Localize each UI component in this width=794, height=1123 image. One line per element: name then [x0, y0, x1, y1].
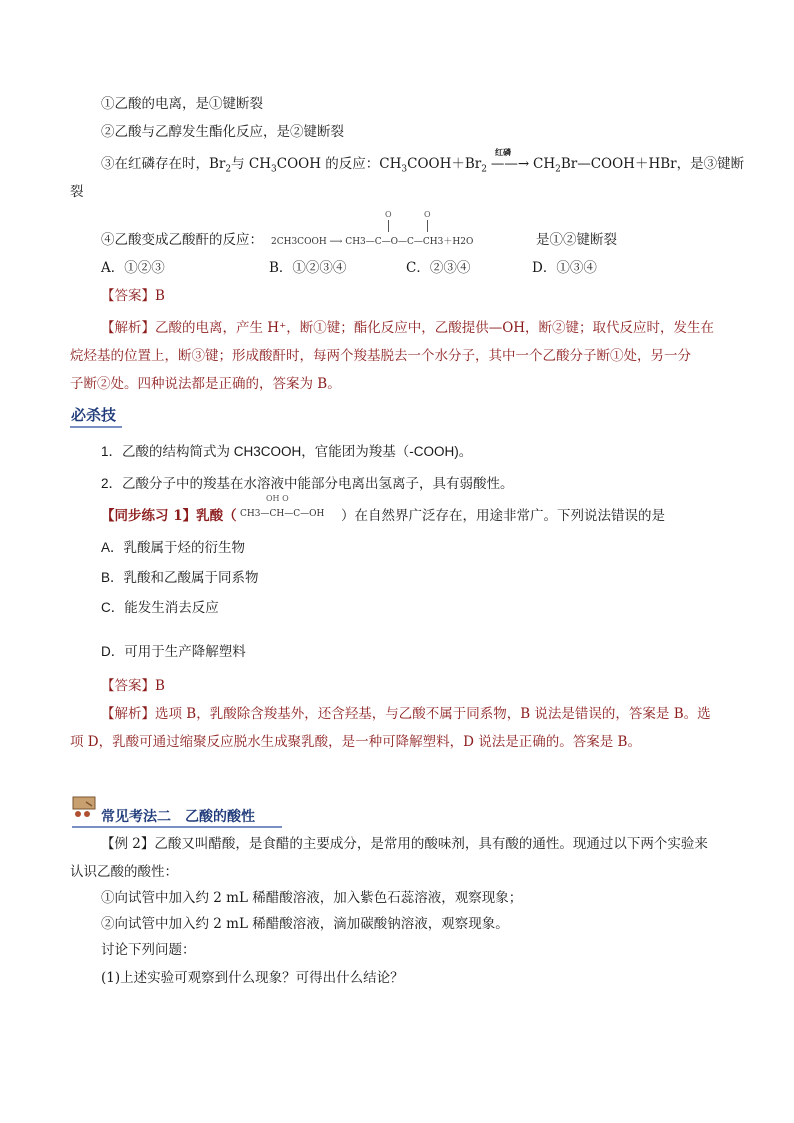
example-2-l1: 【例 2】乙酸又叫醋酸，是食醋的主要成分，是常用的酸味剂，具有酸的通性。现通过以下两个实验来 [101, 836, 708, 852]
lactic-formula: CH3—CH—C—OH [240, 509, 325, 519]
practice-lead: 【同步练习 1】乳酸（ [101, 508, 237, 524]
item-3-text-f: Br—COOH＋HBr，是③键断 [560, 156, 745, 172]
section-2-title: 常见考法二 乙酸的酸性 [101, 809, 255, 825]
tip-1: 1．乙酸的结构简式为 CH3COOH，官能团为羧基（-COOH)。 [101, 444, 473, 459]
question-1: (1)上述实验可观察到什么现象？可得出什么结论？ [101, 970, 404, 986]
double-bond-2 [427, 220, 428, 232]
practice-option-d: D．可用于生产降解塑料 [101, 644, 246, 659]
tips-title-underline [70, 426, 122, 428]
option-b: B．①②③④ [269, 260, 347, 276]
practice-option-a: A．乳酸属于烃的衍生物 [101, 540, 246, 555]
item-2: ②乙酸与乙醇发生酯化反应，是②键断裂 [101, 124, 344, 140]
analysis-1-l1: 【解析】乙酸的电离，产生 H⁺，断①键；酯化反应中，乙酸提供—OH，断②键；取代反应时，发生在 [101, 320, 715, 336]
item-3-text-b: 与 CH [231, 156, 272, 172]
item-3-text-e: CH [532, 156, 556, 172]
example-2-l2: 认识乙酸的酸性： [70, 864, 178, 880]
item-4-lead: ④乙酸变成乙酸酐的反应： [101, 232, 263, 248]
item-3-wrap: 裂 [70, 184, 84, 200]
item-3: ③在红磷存在时，$Br_2$与 $CH_3COOH$ 的反应：$CH_3COOH+Br_2$ 红磷 ——→ $CH_2Br—COOH+HBr$，是③键断 [101, 154, 744, 180]
practice-option-b: B．乳酸和乙酸属于同系物 [101, 570, 259, 585]
section-2-underline [72, 826, 282, 828]
practice-analysis-l1: 【解析】选项 B，乳酸除含羧基外，还含羟基，与乙酸不属于同系物，B 说法是错误的，答案是 B。选 [101, 706, 711, 722]
step-1: ①向试管中加入约 2 mL 稀醋酸溶液，加入紫色石蕊溶液，观察现象； [101, 890, 523, 906]
analysis-1-l2: 烷烃基的位置上，断③键；形成酸酐时，每两个羧基脱去一个水分子，其中一个乙酸分子断①处，另一分 [70, 348, 691, 364]
reaction-arrow: 红磷 ——→ [487, 154, 533, 174]
practice-question [101, 506, 237, 526]
teacher-icon [72, 796, 98, 818]
carbonyl-o-2: O [424, 210, 431, 219]
answer-1: 【答案】B [101, 288, 165, 304]
item-3-text-a: ③在红磷存在时，Br [101, 156, 226, 172]
option-a: A．①②③ [101, 260, 165, 276]
discussion: 讨论下列问题： [101, 942, 196, 958]
carbonyl-o-1: O [385, 210, 392, 219]
analysis-1-l3: 子断②处。四种说法都是正确的，答案为 B。 [70, 376, 341, 392]
option-c: C．②③④ [406, 260, 471, 276]
practice-analysis-l2: 项 D，乳酸可通过缩聚反应脱水生成聚乳酸，是一种可降解塑料，D 说法是正确的。答案是 B。 [70, 734, 641, 750]
practice-option-c: C．能发生消去反应 [101, 600, 219, 615]
arrow-label: 红磷 [494, 147, 511, 157]
step-2: ②向试管中加入约 2 mL 稀醋酸溶液，滴加碳酸钠溶液，观察现象。 [101, 916, 509, 932]
item-1: ①乙酸的电离，是①键断裂 [101, 96, 263, 112]
item-3-text-c: COOH 的反应：CH [276, 156, 402, 172]
lactic-top: OH O [266, 494, 289, 503]
tips-title: 必杀技 [71, 406, 117, 424]
item-3-text-d: COOH＋Br [407, 156, 482, 172]
anhydride-formula: 2CH3COOH ⟶ CH3—C—O—C—CH3＋H2O [271, 237, 474, 247]
tip-2: 2．乙酸分子中的羧基在水溶液中能部分电离出氢离子，具有弱酸性。 [101, 476, 514, 491]
practice-tail: ）在自然界广泛存在，用途非常广。下列说法错误的是 [341, 508, 665, 523]
item-4-tail: 是①②键断裂 [536, 232, 617, 248]
option-d: D．①③④ [532, 260, 597, 276]
practice-answer: 【答案】B [101, 678, 165, 694]
double-bond-1 [388, 220, 389, 232]
